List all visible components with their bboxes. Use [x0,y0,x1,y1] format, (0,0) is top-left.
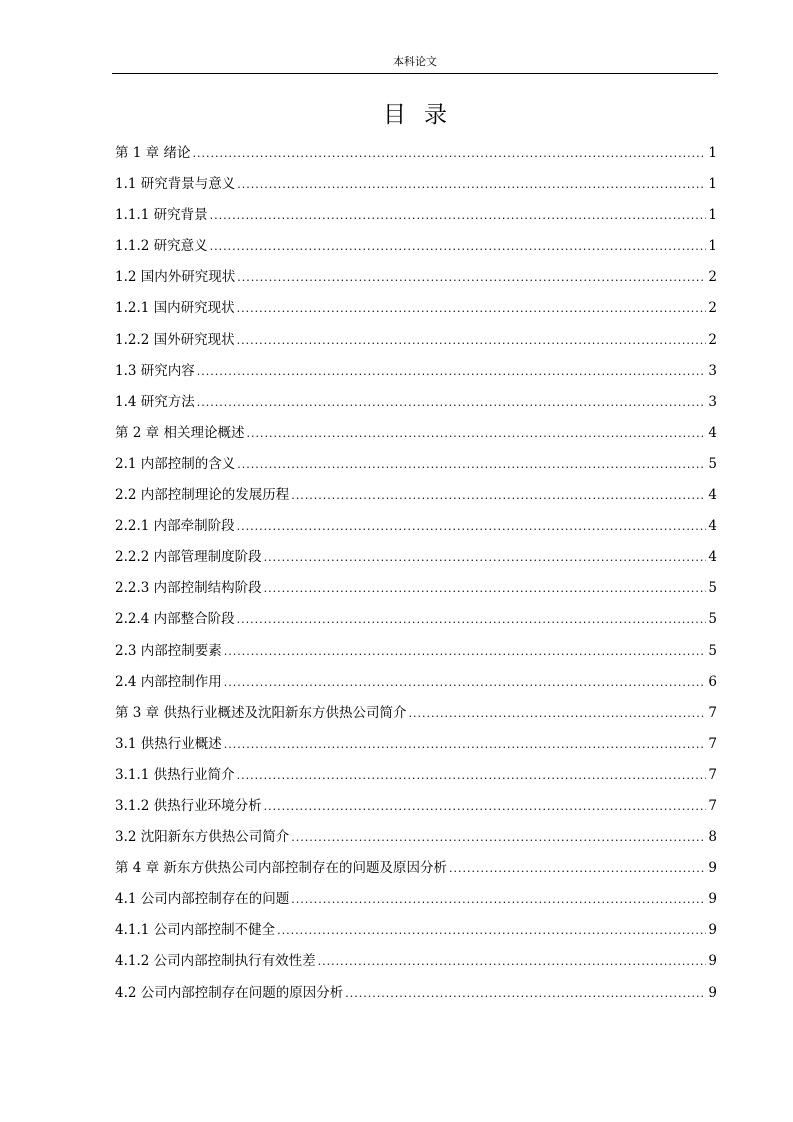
toc-entry-page: 9 [708,922,717,939]
toc-dot-leader [197,359,707,384]
toc-entry-label: 2.4 内部控制作用 [115,673,222,690]
toc-entry-page: 1 [708,176,717,193]
toc-dot-leader [291,825,706,850]
toc-entry[interactable] [115,234,717,265]
toc-entry[interactable] [115,670,717,701]
toc-entry-page: 4 [708,487,717,504]
toc-entry-page: 9 [708,891,717,908]
toc-dot-leader [237,172,706,197]
toc-entry-page: 4 [708,424,717,441]
toc-entry-label: 4.1 公司内部控制存在的问题 [115,891,290,908]
toc-entry[interactable] [115,545,717,576]
toc-entry-page: 9 [708,953,717,970]
toc-dot-leader [237,452,706,477]
toc-entry-page: 4 [708,518,717,535]
toc-entry[interactable] [115,825,717,856]
toc-entry-page: 5 [708,611,717,628]
toc-entry-page: 6 [708,673,717,690]
toc-entry-page: 5 [708,642,717,659]
toc-entry-label: 1.2.1 国内研究现状 [115,300,235,317]
toc-dot-leader [237,763,707,788]
toc-entry-page: 2 [708,300,717,317]
toc-entry-page: 2 [708,269,717,286]
toc-dot-leader [264,545,707,570]
toc-entry-page: 7 [708,735,717,752]
toc-entry-label: 2.2.1 内部牵制阶段 [115,518,235,535]
toc-entry-page: 7 [708,704,717,721]
toc-entry-page: 1 [708,145,717,161]
toc-entry[interactable] [115,607,717,638]
running-header: 本科论文 [393,55,437,68]
toc-entry-page: 3 [708,362,717,379]
toc-entry-page: 1 [708,207,717,224]
toc-entry[interactable] [115,981,717,1012]
toc-entry-label: 3.2 沈阳新东方供热公司简介 [115,829,290,846]
toc-entry[interactable] [115,856,717,887]
toc-dot-leader [318,949,707,974]
toc-entry-label: 1.2 国内外研究现状 [115,269,236,286]
toc-entry-label: 第 3 章 供热行业概述及沈阳新东方供热公司简介 [115,704,407,721]
toc-entry[interactable] [115,141,717,172]
toc-dot-leader [277,918,706,943]
toc-entry-page: 1 [708,238,717,255]
toc-entry-label: 2.2.4 内部整合阶段 [115,611,235,628]
toc-entry-label: 2.1 内部控制的含义 [115,455,236,472]
toc-dot-leader [237,265,706,290]
toc-entry[interactable] [115,265,717,296]
toc-entry[interactable] [115,390,717,421]
toc-entry[interactable] [115,763,717,794]
toc-dot-leader [291,483,706,508]
header-rule [112,73,718,74]
toc-entry-label: 3.1 供热行业概述 [115,735,222,752]
toc-entry[interactable] [115,918,717,949]
toc-entry-label: 4.2 公司内部控制存在问题的原因分析 [115,984,344,1001]
toc-dot-leader [264,576,707,601]
toc-dot-leader [237,607,707,632]
toc-dot-leader [237,328,707,353]
toc-entry-page: 8 [708,829,717,846]
toc-entry-page: 9 [708,860,717,877]
toc-entry[interactable] [115,794,717,825]
toc-entry[interactable] [115,296,717,327]
toc-entry-label: 1.3 研究内容 [115,362,195,379]
toc-entry-page: 5 [708,455,717,472]
toc-entry[interactable] [115,172,717,203]
toc-entry[interactable] [115,639,717,670]
table-of-contents [115,141,717,1012]
toc-entry-label: 3.1.2 供热行业环境分析 [115,797,262,814]
toc-entry-page: 3 [708,393,717,410]
toc-entry-page: 4 [708,549,717,566]
toc-entry-label: 2.2.3 内部控制结构阶段 [115,580,262,597]
toc-dot-leader [224,670,707,695]
toc-entry-page: 5 [708,580,717,597]
toc-entry-page: 2 [708,331,717,348]
toc-dot-leader [246,421,706,446]
toc-entry[interactable] [115,576,717,607]
toc-dot-leader [192,141,706,166]
toc-dot-leader [210,203,707,228]
toc-entry-label: 1.1.1 研究背景 [115,207,208,224]
toc-entry-label: 2.3 内部控制要素 [115,642,222,659]
toc-entry-label: 第 4 章 新东方供热公司内部控制存在的问题及原因分析 [115,860,447,877]
toc-entry[interactable] [115,452,717,483]
toc-dot-leader [345,981,706,1006]
toc-entry[interactable] [115,949,717,980]
toc-dot-leader [408,701,706,726]
toc-entry[interactable] [115,421,717,452]
toc-entry[interactable] [115,701,717,732]
toc-entry-page: 7 [708,797,717,814]
toc-entry[interactable] [115,732,717,763]
toc-dot-leader [197,390,707,415]
toc-entry-label: 3.1.1 供热行业简介 [115,766,235,783]
toc-dot-leader [224,732,707,757]
toc-dot-leader [237,296,707,321]
toc-entry-label: 第 1 章 绪论 [115,145,191,161]
toc-entry-label: 2.2.2 内部管理制度阶段 [115,549,262,566]
toc-entry[interactable] [115,887,717,918]
toc-entry[interactable] [115,203,717,234]
toc-entry[interactable] [115,328,717,359]
toc-entry-page: 9 [708,984,717,1001]
toc-entry-label: 1.1 研究背景与意义 [115,176,236,193]
toc-entry-label: 4.1.1 公司内部控制不健全 [115,922,276,939]
toc-entry[interactable] [115,359,717,390]
toc-dot-leader [291,887,706,912]
toc-dot-leader [449,856,706,881]
toc-entry-label: 2.2 内部控制理论的发展历程 [115,487,290,504]
toc-entry-label: 第 2 章 相关理论概述 [115,424,245,441]
toc-dot-leader [237,514,707,539]
toc-entry-label: 4.1.2 公司内部控制执行有效性差 [115,953,316,970]
toc-entry-label: 1.2.2 国外研究现状 [115,331,235,348]
toc-dot-leader [210,234,707,259]
toc-entry[interactable] [115,514,717,545]
toc-title: 目录 [383,102,465,128]
toc-dot-leader [224,639,707,664]
toc-entry-label: 1.1.2 研究意义 [115,238,208,255]
toc-entry[interactable] [115,483,717,514]
toc-entry-label: 1.4 研究方法 [115,393,195,410]
toc-entry-page: 7 [708,766,717,783]
toc-dot-leader [264,794,707,819]
